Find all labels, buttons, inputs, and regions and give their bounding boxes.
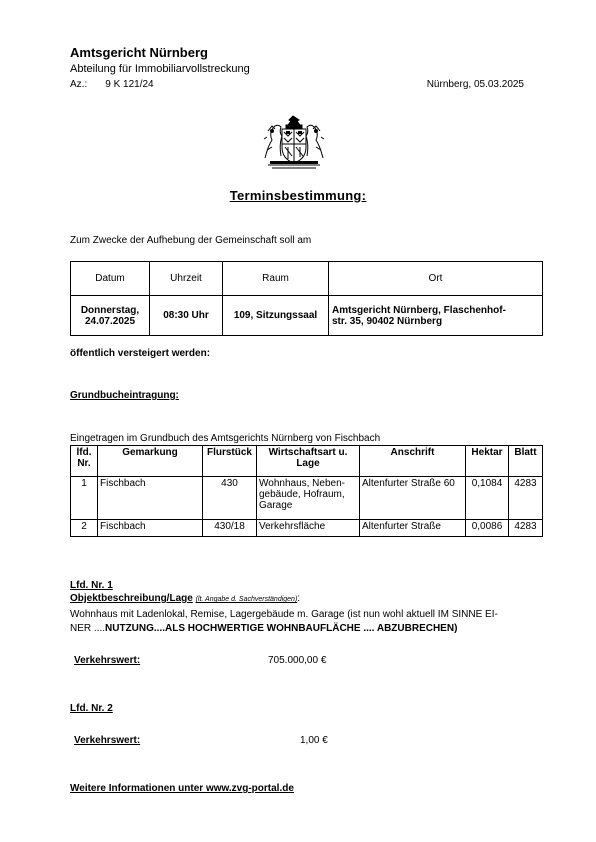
row1-gemarkung: Fischbach — [98, 477, 203, 520]
intro-text: Zum Zwecke der Aufhebung der Gemeinschaft soll am — [70, 235, 312, 246]
row2-gemarkung: Fischbach — [98, 520, 203, 537]
col-lfd — [71, 446, 98, 477]
row2-anschrift: Altenfurter Straße — [360, 520, 466, 537]
row1-wirtschaftsart-line3: Garage — [259, 500, 293, 511]
item1-value: 705.000,00 € — [268, 655, 327, 666]
col-wirtschaftsart-line1: Wirtschaftsart u. — [268, 447, 348, 458]
item2-value: 1,00 € — [300, 735, 328, 746]
col-anschrift: Anschrift — [360, 446, 466, 477]
col-blatt: Blatt — [509, 446, 543, 477]
row2-blatt: 4283 — [509, 520, 543, 537]
appointment-place-line2: str. 35, 90402 Nürnberg — [332, 315, 443, 327]
item2-value-label: Verkehrswert: — [74, 735, 141, 746]
table-row — [71, 477, 543, 520]
col-lfd-line2: Nr. — [77, 458, 91, 469]
appointment-time: 08:30 Uhr — [150, 296, 223, 336]
header-uhrzeit: Uhrzeit — [150, 262, 223, 296]
place-date: Nürnberg, 05.03.2025 — [426, 79, 524, 90]
item1-description-line1: Wohnhaus mit Ladenlokal, Remise, Lagergebäude m. Garage (ist nun wohl aktuell IM SINNE EI- — [70, 609, 498, 620]
case-number: 9 K 121/24 — [105, 79, 154, 90]
appointment-place — [329, 296, 543, 336]
row1-wirtschaftsart-line2: gebäude, Hofraum, — [259, 489, 345, 500]
header-datum: Datum — [71, 262, 150, 296]
header-ort: Ort — [329, 262, 543, 296]
land-register-heading: Grundbucheintragung: — [70, 390, 179, 401]
row1-anschrift: Altenfurter Straße 60 — [360, 477, 466, 520]
land-register-intro: Eingetragen im Grundbuch des Amtsgerichts Nürnberg von Fischbach — [70, 433, 381, 444]
item1-description-line2-bold: NUTZUNG....ALS HOCHWERTIGE WOHNBAUFLÄCHE .... ABZUBRECHEN) — [105, 623, 458, 634]
appointment-value-row — [71, 296, 543, 336]
more-info-link[interactable]: Weitere Informationen unter www.zvg-portal.de — [70, 783, 294, 794]
col-hektar: Hektar — [466, 446, 509, 477]
department-name: Abteilung für Immobiliarvollstreckung — [70, 63, 250, 75]
row1-wirtschaftsart-line1: Wohnhaus, Neben- — [259, 478, 345, 489]
col-wirtschaftsart — [257, 446, 360, 477]
row1-lfd: 1 — [71, 477, 98, 520]
row2-wirtschaftsart: Verkehrsfläche — [257, 520, 360, 537]
item1-heading: Lfd. Nr. 1 — [70, 580, 113, 591]
appointment-date — [71, 296, 150, 336]
item1-description-colon: : — [297, 593, 301, 604]
row2-lfd: 2 — [71, 520, 98, 537]
appointment-header-row — [71, 262, 543, 296]
appointment-room: 109, Sitzungssaal — [223, 296, 329, 336]
appointment-date-value: 24.07.2025 — [84, 315, 136, 327]
row1-wirtschaftsart — [257, 477, 360, 520]
appointment-table — [70, 261, 543, 336]
bavarian-coat-of-arms-icon — [262, 113, 326, 171]
appointment-weekday: Donnerstag, — [80, 304, 140, 316]
item1-description-title: Objektbeschreibung/Lage — [70, 593, 193, 604]
item1-value-label: Verkehrswert: — [74, 655, 141, 666]
item1-description-line2 — [70, 622, 542, 636]
row1-blatt: 4283 — [509, 477, 543, 520]
col-lfd-line1: lfd. — [76, 447, 92, 458]
header-raum: Raum — [223, 262, 329, 296]
row2-hektar: 0,0086 — [466, 520, 509, 537]
case-reference-label: Az.: — [70, 79, 88, 90]
row1-flurstueck: 430 — [203, 477, 257, 520]
document-title: Terminsbestimmung: — [229, 188, 367, 203]
item1-description — [70, 608, 542, 636]
item1-description-note: (lt. Angabe d. Sachverständigen) — [195, 596, 298, 603]
appointment-place-line1: Amtsgericht Nürnberg, Flaschenhof- — [332, 304, 506, 316]
item2-heading: Lfd. Nr. 2 — [70, 703, 113, 714]
item1-description-heading — [70, 593, 300, 604]
court-name: Amtsgericht Nürnberg — [70, 45, 208, 60]
land-register-table — [70, 445, 543, 537]
row1-hektar: 0,1084 — [466, 477, 509, 520]
auction-text: öffentlich versteigert werden: — [70, 348, 211, 359]
col-gemarkung: Gemarkung — [98, 446, 203, 477]
col-flurstueck: Flurstück — [203, 446, 257, 477]
table-row — [71, 520, 543, 537]
col-wirtschaftsart-line2: Lage — [296, 458, 320, 469]
land-register-header-row — [71, 446, 543, 477]
item1-description-line2-prefix: NER .... — [70, 623, 106, 634]
row2-flurstueck: 430/18 — [203, 520, 257, 537]
case-reference — [70, 79, 154, 90]
